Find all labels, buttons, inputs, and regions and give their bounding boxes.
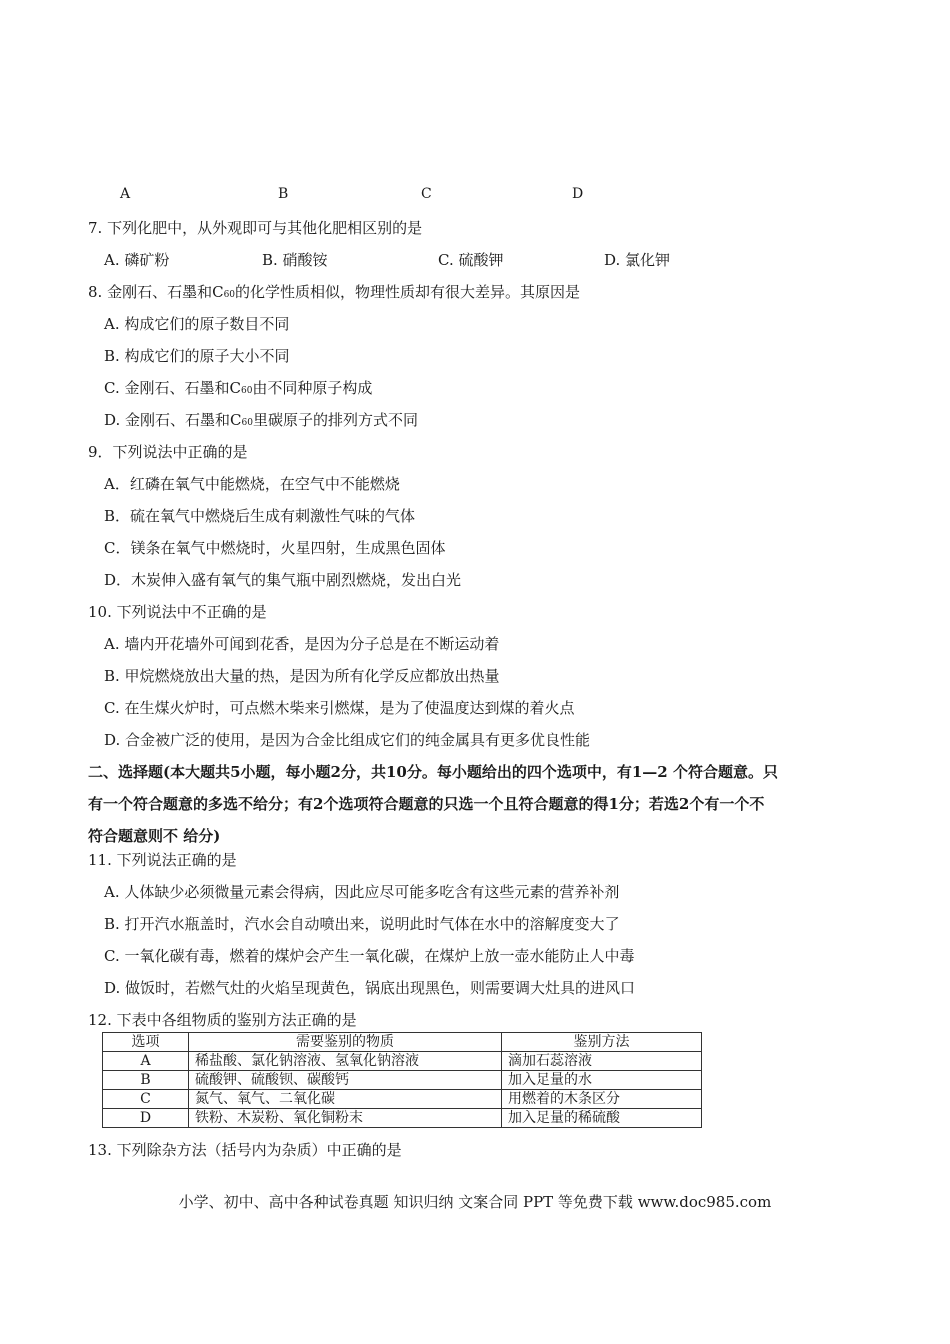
table-cell-option: B xyxy=(103,1071,189,1090)
table-header-cell: 鉴别方法 xyxy=(502,1033,702,1052)
section2-heading-line1: 二、选择题(本大题共5小题，每小题2分，共10分。每小题给出的四个选项中，有1—2 个符合题意。只 xyxy=(88,763,778,781)
table-header-cell: 需要鉴别的物质 xyxy=(189,1033,502,1052)
table-cell-substances: 氮气、氧气、二氧化碳 xyxy=(189,1090,502,1109)
figure-label-b: B xyxy=(278,186,289,202)
q12-stem: 12. 下表中各组物质的鉴别方法正确的是 xyxy=(88,1011,357,1029)
q7-option-a: A. 磷矿粉 xyxy=(104,251,170,269)
q12-table xyxy=(102,1032,702,1128)
q8-stem-pre: 8. 金刚石、石墨和C xyxy=(88,283,224,301)
q10-stem: 10. 下列说法中不正确的是 xyxy=(88,603,267,621)
q8-stem-sub: 60 xyxy=(223,290,236,300)
q11-option-a: A. 人体缺少必须微量元素会得病，因此应尽可能多吃含有这些元素的营养补剂 xyxy=(104,883,620,901)
table-header-cell: 选项 xyxy=(103,1033,189,1052)
q8-option-d-post: 里碳原子的排列方式不同 xyxy=(252,411,418,429)
q8-option-c-sub: 60 xyxy=(240,386,253,396)
q11-stem: 11. 下列说法正确的是 xyxy=(88,851,237,869)
q8-option-c-post: 由不同种原子构成 xyxy=(252,379,373,397)
q10-option-c: C. 在生煤火炉时，可点燃木柴来引燃煤，是为了使温度达到煤的着火点 xyxy=(104,699,575,717)
q8-option-d xyxy=(104,410,418,433)
q8-option-c xyxy=(104,378,372,401)
q8-option-d-pre: D. 金刚石、石墨和C xyxy=(104,411,242,429)
q9-option-a: A．红磷在氧气中能燃烧，在空气中不能燃烧 xyxy=(104,475,400,493)
q11-option-b: B. 打开汽水瓶盖时，汽水会自动喷出来，说明此时气体在水中的溶解度变大了 xyxy=(104,915,620,933)
table-header-row xyxy=(103,1033,702,1052)
q8-stem xyxy=(88,282,580,305)
figure-label-a: A xyxy=(120,186,131,202)
q9-option-c: C．镁条在氧气中燃烧时，火星四射，生成黑色固体 xyxy=(104,539,446,557)
q8-option-a: A. 构成它们的原子数目不同 xyxy=(104,315,290,333)
table-cell-method: 加入足量的稀硫酸 xyxy=(502,1109,702,1128)
table-cell-option: A xyxy=(103,1052,189,1071)
q9-option-d: D．木炭伸入盛有氧气的集气瓶中剧烈燃烧，发出白光 xyxy=(104,571,462,589)
table-cell-method: 用燃着的木条区分 xyxy=(502,1090,702,1109)
q8-option-d-sub: 60 xyxy=(241,418,253,428)
q10-option-b: B. 甲烷燃烧放出大量的热，是因为所有化学反应都放出热量 xyxy=(104,667,500,685)
table-cell-method: 滴加石蕊溶液 xyxy=(502,1052,702,1071)
page-footer: 小学、初中、高中各种试卷真题 知识归纳 文案合同 PPT 等免费下载 www.doc985.com xyxy=(178,1193,772,1211)
q10-option-a: A. 墙内开花墙外可闻到花香，是因为分子总是在不断运动着 xyxy=(104,635,500,653)
table-cell-option: C xyxy=(103,1090,189,1109)
q9-option-b: B．硫在氧气中燃烧后生成有刺激性气味的气体 xyxy=(104,507,416,525)
table-row xyxy=(103,1052,702,1071)
table-cell-substances: 稀盐酸、氯化钠溶液、氢氧化钠溶液 xyxy=(189,1052,502,1071)
table-cell-option: D xyxy=(103,1109,189,1128)
section2-heading-line2: 有一个符合题意的多选不给分；有2个选项符合题意的只选一个且符合题意的得1分；若选2个有一个不 xyxy=(88,795,765,813)
q10-option-d: D. 合金被广泛的使用，是因为合金比组成它们的纯金属具有更多优良性能 xyxy=(104,731,591,749)
figure-label-d: D xyxy=(572,186,584,202)
q11-option-d: D. 做饭时，若燃气灶的火焰呈现黄色，锅底出现黑色，则需要调大灶具的进风口 xyxy=(104,979,636,997)
q8-option-c-pre: C. 金刚石、石墨和C xyxy=(104,379,241,397)
table-row xyxy=(103,1109,702,1128)
q9-stem: 9．下列说法中正确的是 xyxy=(88,443,248,461)
table-cell-method: 加入足量的水 xyxy=(502,1071,702,1090)
section2-heading-line3: 符合题意则不 给分) xyxy=(88,827,221,845)
figure-label-c: C xyxy=(421,186,432,202)
table-row xyxy=(103,1071,702,1090)
q7-stem: 7. 下列化肥中，从外观即可与其他化肥相区别的是 xyxy=(88,219,423,237)
q8-stem-post: 的化学性质相似，物理性质却有很大差异。其原因是 xyxy=(235,283,581,301)
q11-option-c: C. 一氧化碳有毒，燃着的煤炉会产生一氧化碳，在煤炉上放一壶水能防止人中毒 xyxy=(104,947,635,965)
q7-option-c: C. 硫酸钾 xyxy=(438,251,504,269)
table-cell-substances: 铁粉、木炭粉、氧化铜粉末 xyxy=(189,1109,502,1128)
q7-option-b: B. 硝酸铵 xyxy=(262,251,328,269)
table-cell-substances: 硫酸钾、硫酸钡、碳酸钙 xyxy=(189,1071,502,1090)
q13-stem: 13. 下列除杂方法（括号内为杂质）中正确的是 xyxy=(88,1141,402,1159)
q7-option-d: D. 氯化钾 xyxy=(604,251,671,269)
table-row xyxy=(103,1090,702,1109)
q8-option-b: B. 构成它们的原子大小不同 xyxy=(104,347,290,365)
